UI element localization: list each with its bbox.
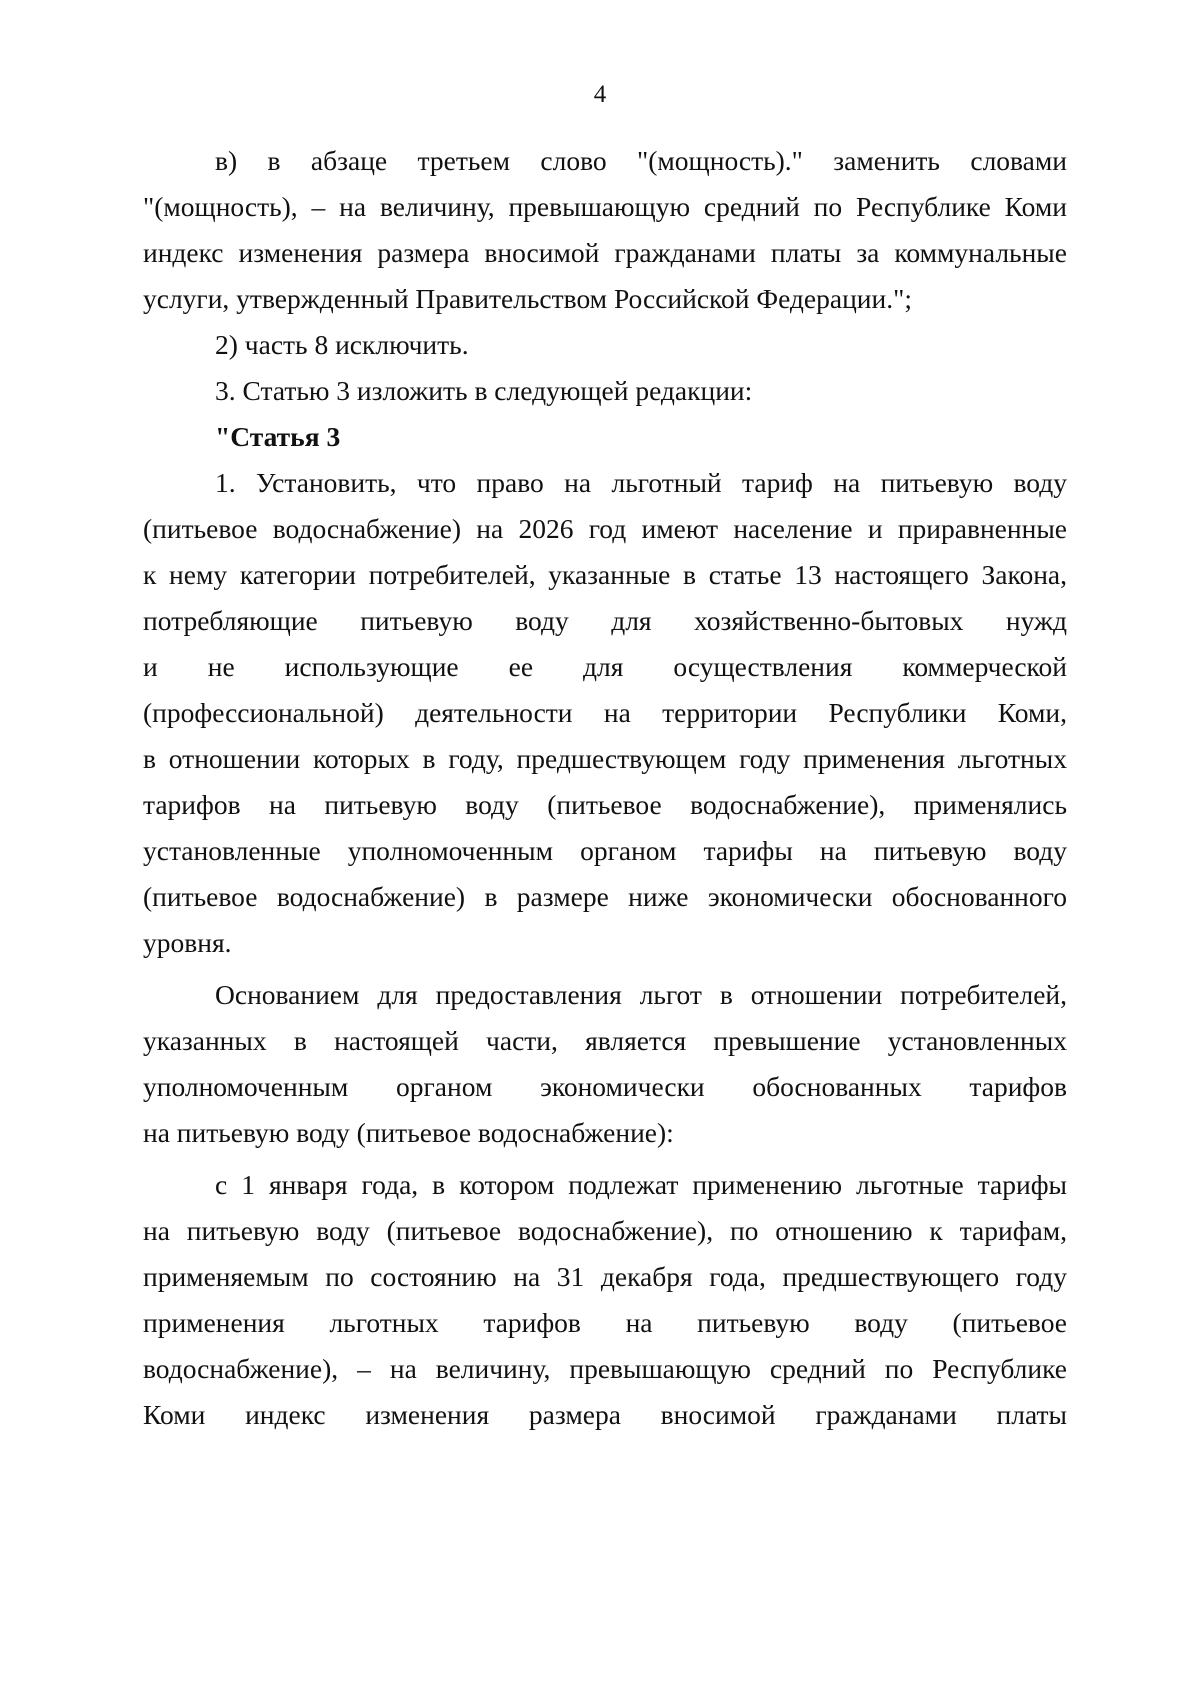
paragraph-item-2 [143, 328, 1067, 374]
text-line: 2) часть 8 исключить. [215, 329, 469, 360]
text-line: тарифов на питьевую воду (питьевое водоснабжение), применялись [143, 789, 1067, 820]
text-line: на питьевую воду (питьевое водоснабжение), по отношению к тарифам, [143, 1215, 1067, 1246]
article-heading [143, 420, 1067, 466]
text-line: водоснабжение), – на величину, превышающую средний по Республике [143, 1353, 1067, 1384]
text-line: "(мощность), – на величину, превышающую средний по Республике Коми [143, 191, 1067, 222]
text-line: потребляющие питьевую воду для хозяйственно-бытовых нужд [143, 605, 1067, 636]
text-line: 3. Статью 3 изложить в следующей редакции: [215, 375, 753, 406]
text-line: применения льготных тарифов на питьевую воду (питьевое [143, 1307, 1067, 1338]
text-line: (питьевое водоснабжение) в размере ниже экономически обоснованного [143, 881, 1067, 912]
text-line: и не использующие ее для осуществления коммерческой [143, 651, 1067, 682]
text-line: Основанием для предоставления льгот в отношении потребителей, [215, 979, 1067, 1010]
text-line: Коми индекс изменения размера вносимой гражданами платы [143, 1399, 1067, 1430]
text-line: уровня. [143, 927, 232, 958]
text-line: индекс изменения размера вносимой гражданами платы за коммунальные [143, 237, 1067, 268]
paragraph-grounds [143, 978, 1067, 1162]
text-line: уполномоченным органом экономически обоснованных тарифов [143, 1071, 1067, 1102]
paragraph-article-3-part-1 [143, 466, 1067, 972]
text-line: (питьевое водоснабжение) на 2026 год имеют население и приравненные [143, 513, 1067, 544]
text-line: указанных в настоящей части, является превышение установленных [143, 1025, 1067, 1056]
text-line: 1. Установить, что право на льготный тариф на питьевую воду [215, 467, 1067, 498]
heading-text: "Статья 3 [215, 421, 341, 452]
text-line: с 1 января года, в котором подлежат применению льготные тарифы [215, 1169, 1067, 1200]
paragraph-item-3 [143, 374, 1067, 420]
text-line: на питьевую воду (питьевое водоснабжение): [143, 1117, 674, 1148]
text-line: (профессиональной) деятельности на территории Республики Коми, [143, 697, 1067, 728]
text-line: применяемым по состоянию на 31 декабря года, предшествующего году [143, 1261, 1067, 1292]
text-line: в) в абзаце третьем слово "(мощность)." заменить словами [215, 145, 1067, 176]
text-line: установленные уполномоченным органом тарифы на питьевую воду [143, 835, 1067, 866]
text-line: к нему категории потребителей, указанные в статье 13 настоящего Закона, [143, 559, 1067, 590]
text-line: услуги, утвержденный Правительством Российской Федерации."; [143, 283, 912, 314]
paragraph-subitem-v [143, 144, 1067, 328]
page-number: 4 [593, 81, 607, 108]
document-body [143, 144, 1067, 1444]
paragraph-from-january [143, 1168, 1067, 1444]
text-line: в отношении которых в году, предшествующем году применения льготных [143, 743, 1067, 774]
